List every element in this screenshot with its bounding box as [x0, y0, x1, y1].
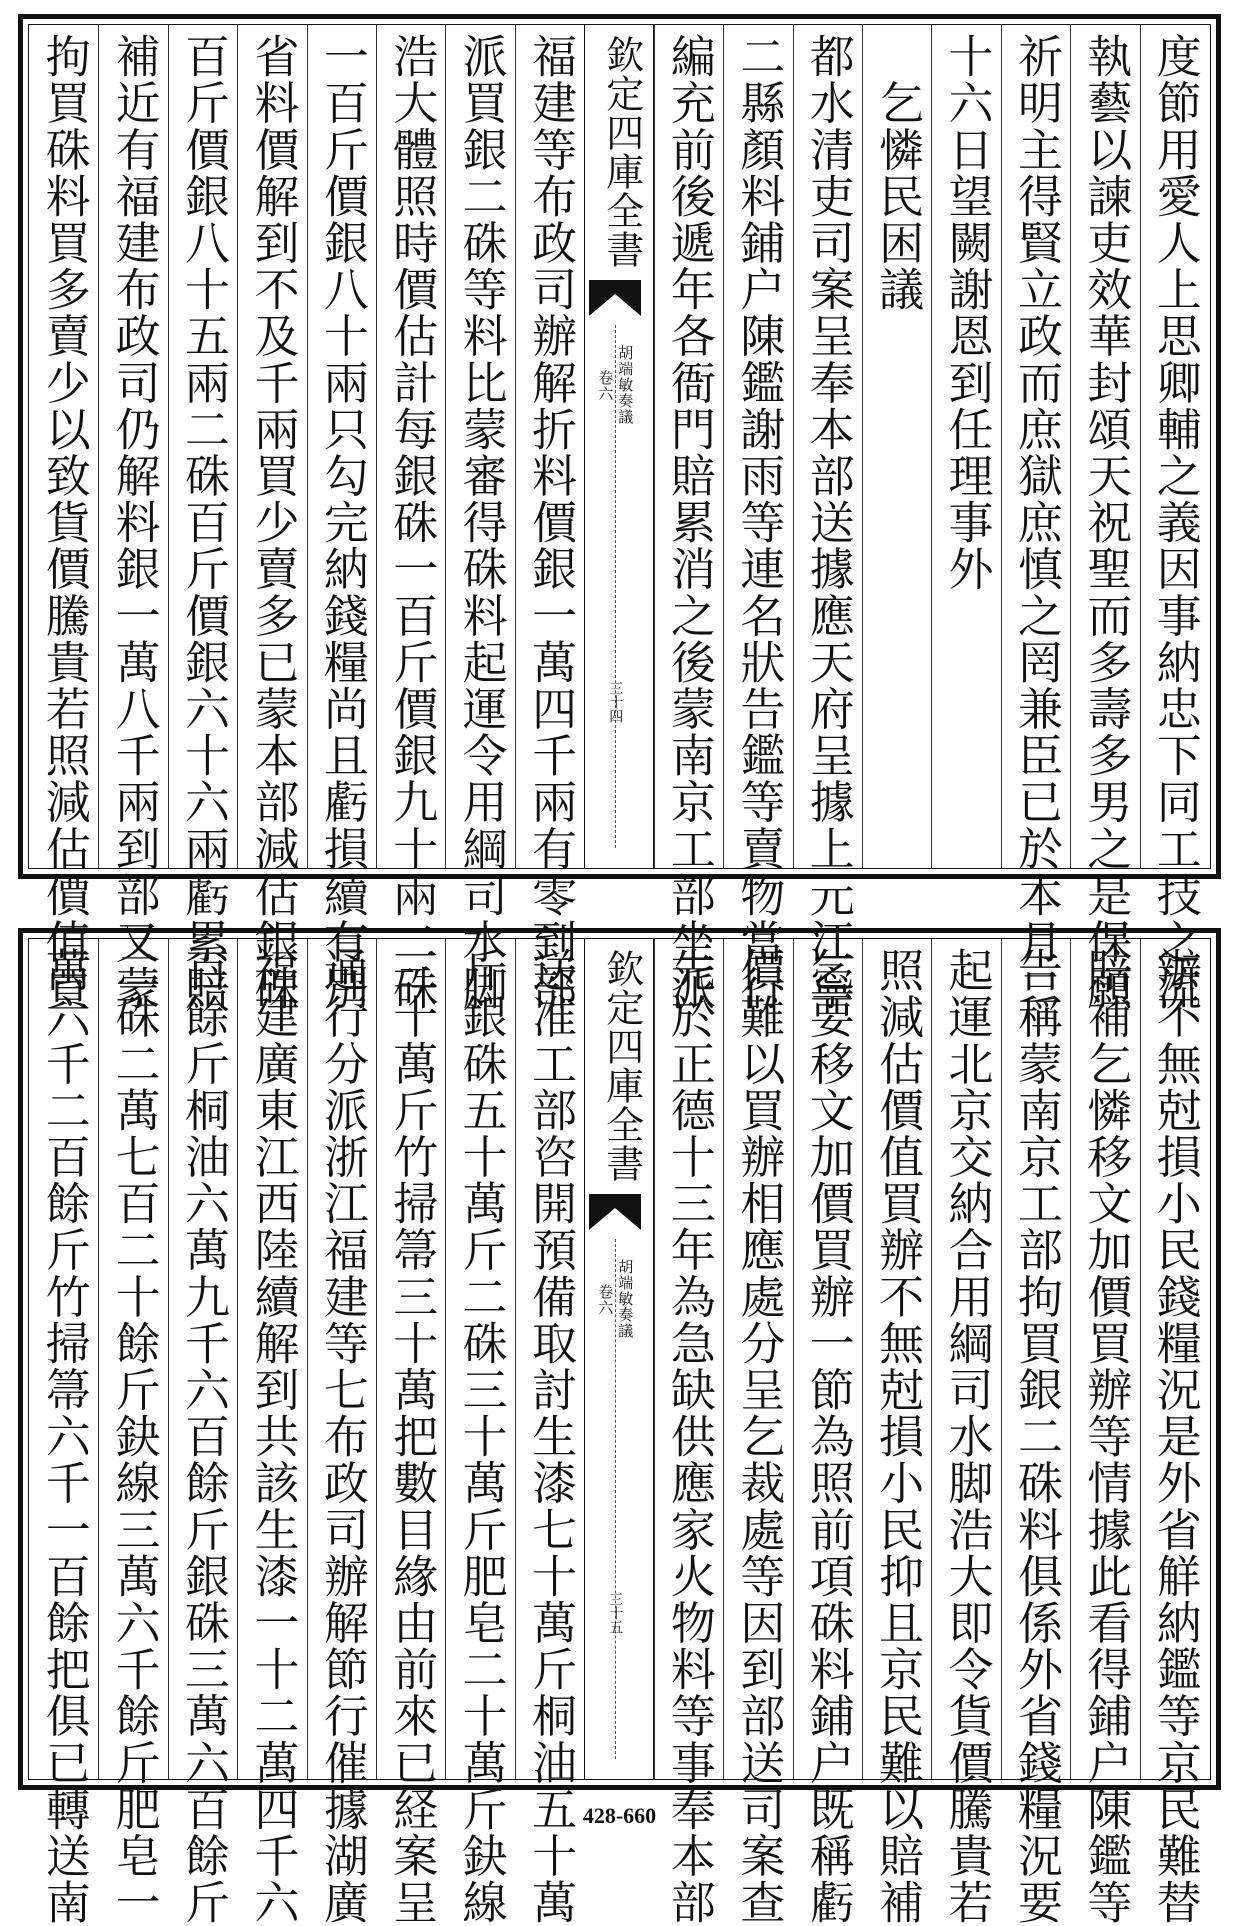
text-column — [931, 939, 1000, 1926]
column-text: 十六日望闕謝恩到任理事外 — [940, 33, 994, 593]
text-column — [98, 939, 167, 1926]
text-column — [1070, 939, 1139, 1926]
book-title: 欽定四庫全書 — [599, 35, 644, 269]
text-column — [1001, 25, 1070, 1012]
column-text: 價難以買辦相應處分呈乞裁處等因到部送司案查 — [732, 947, 786, 1926]
text-column — [723, 25, 792, 1012]
fish-tail-mark-icon — [589, 1194, 641, 1230]
page-footer-number: 428-660 — [582, 1803, 657, 1828]
column-text: 派買銀二硃等料比蒙審得硃料起運令用綱司水脚 — [454, 33, 508, 1012]
text-column — [862, 25, 931, 868]
column-text: 浩大體照時價估計每銀硃一百斤價銀九十兩二硃 — [385, 33, 439, 1012]
column-text: 三十萬斤竹掃箒三十萬把數目緣由前來已経案呈 — [385, 947, 439, 1926]
upper-page-frame — [28, 24, 1211, 1012]
text-column — [1140, 25, 1209, 1012]
upper-page — [18, 14, 1221, 1012]
text-column — [237, 939, 306, 1926]
fish-tail-mark-icon — [589, 280, 641, 316]
volume-label: 卷六 — [596, 1284, 615, 1316]
text-column — [654, 939, 723, 1926]
text-column — [29, 25, 98, 1012]
volume-label: 卷六 — [596, 370, 615, 402]
column-text: 都水清吏司案呈奉本部送據應天府呈據上元江寧 — [801, 33, 855, 1012]
leaf-number: 三十五 — [607, 1592, 624, 1634]
column-text: 先於正德十三年為急缺供應家火物料等事奉本部 — [662, 947, 716, 1926]
column-text: 二硃二萬七百二十餘斤鈌線三萬六千餘斤肥皂一 — [107, 947, 161, 1926]
text-column — [515, 939, 584, 1926]
column-text: 省料價解到不及千兩買少賣多已蒙本部減估銀硃 — [246, 33, 300, 1012]
text-column — [168, 25, 237, 1012]
column-text: 福建等布政司辦解折料價銀一萬四千兩有零到部 — [524, 33, 578, 1012]
column-text: 二縣顏料鋪户陳鑑謝雨等連名狀告鑑等賣物當行 — [732, 33, 786, 1012]
work-title: 胡端敏奏議 — [616, 345, 635, 425]
text-column — [862, 939, 931, 1926]
text-column — [654, 25, 723, 1012]
text-column — [307, 939, 376, 1926]
text-column — [376, 25, 445, 1012]
center-fold-strip — [584, 25, 653, 868]
work-title: 胡端敏奏議 — [616, 1259, 635, 1339]
column-text: 拘買硃料買多賣少以致貨價騰貴若照減估價值買 — [37, 33, 91, 1012]
text-column — [1001, 939, 1070, 1926]
column-text: 度節用愛人上思卿輔之義因事納忠下同工技之流 — [1148, 33, 1202, 1012]
center-fold-strip — [584, 939, 653, 1779]
column-text: 乞要移文加價買辦一節為照前項硃料鋪户既稱虧 — [801, 947, 855, 1926]
book-title: 欽定四庫全書 — [599, 949, 644, 1183]
column-text: 乞憐民困議 — [871, 33, 925, 313]
column-text: 福建廣東江西陸續解到共該生漆一十二萬四千六 — [246, 947, 300, 1926]
column-text: 祈明主得賢立政而庶獄庶慎之罔兼臣已於本月二 — [1009, 33, 1063, 1012]
text-column — [376, 939, 445, 1926]
text-column — [793, 939, 862, 1926]
column-text: 照減估價值買辦不無尅損小民抑且京民難以賠補 — [871, 947, 925, 1926]
column-text: 百餘斤桐油六萬九千六百餘斤銀硃三萬六百餘斤 — [177, 947, 231, 1926]
column-text: 送准工部咨開預備取討生漆七十萬斤桐油五十萬 — [524, 947, 578, 1926]
column-text: 百斤價銀八十五兩二硃百斤價銀六十六兩虧累賠 — [177, 33, 231, 1012]
column-text: 編充前後遞年各衙門賠累消之後蒙南京工部坐派 — [662, 33, 716, 1012]
column-text: 補近有福建布政司仍解料銀一萬八千兩到部又蒙 — [107, 33, 161, 1012]
text-column — [931, 25, 1000, 868]
text-column — [445, 939, 514, 1926]
column-text: 執藝以諫吏效華封頌天祝聖而多壽多男之是保願 — [1079, 33, 1133, 1012]
text-column — [515, 25, 584, 1012]
text-column — [793, 25, 862, 1012]
text-column — [1140, 939, 1209, 1926]
column-text: 斤銀硃五十萬斤二硃三十萬斤肥皂二十萬斤鈌線 — [454, 947, 508, 1926]
column-text: 一百斤價銀八十兩只勾完納錢糧尚且虧損續有別 — [315, 33, 369, 1012]
column-text: 賠補乞憐移文加價買辦等情據此看得鋪户陳鑑等 — [1079, 947, 1133, 1926]
text-column — [445, 25, 514, 1012]
text-column — [98, 25, 167, 1012]
column-text: 通行分派浙江福建等七布政司辦解節行催據湖廣 — [315, 947, 369, 1926]
text-column — [237, 25, 306, 1012]
text-column — [723, 939, 792, 1926]
text-column — [307, 25, 376, 1012]
column-text: 萬六千二百餘斤竹掃箒六千一百餘把俱已轉送南 — [37, 947, 91, 1926]
column-text: 告稱蒙南京工部拘買銀二硃料俱係外省錢糧況要 — [1009, 947, 1063, 1926]
text-column — [1070, 25, 1139, 1012]
text-column — [29, 939, 98, 1926]
column-text: 辦不無尅損小民錢糧況是外省觧納鑑等京民難替 — [1148, 947, 1202, 1926]
text-column — [168, 939, 237, 1926]
column-text: 起運北京交納合用綱司水脚浩大即令貨價騰貴若 — [940, 947, 994, 1926]
leaf-number: 三十四 — [607, 681, 624, 723]
